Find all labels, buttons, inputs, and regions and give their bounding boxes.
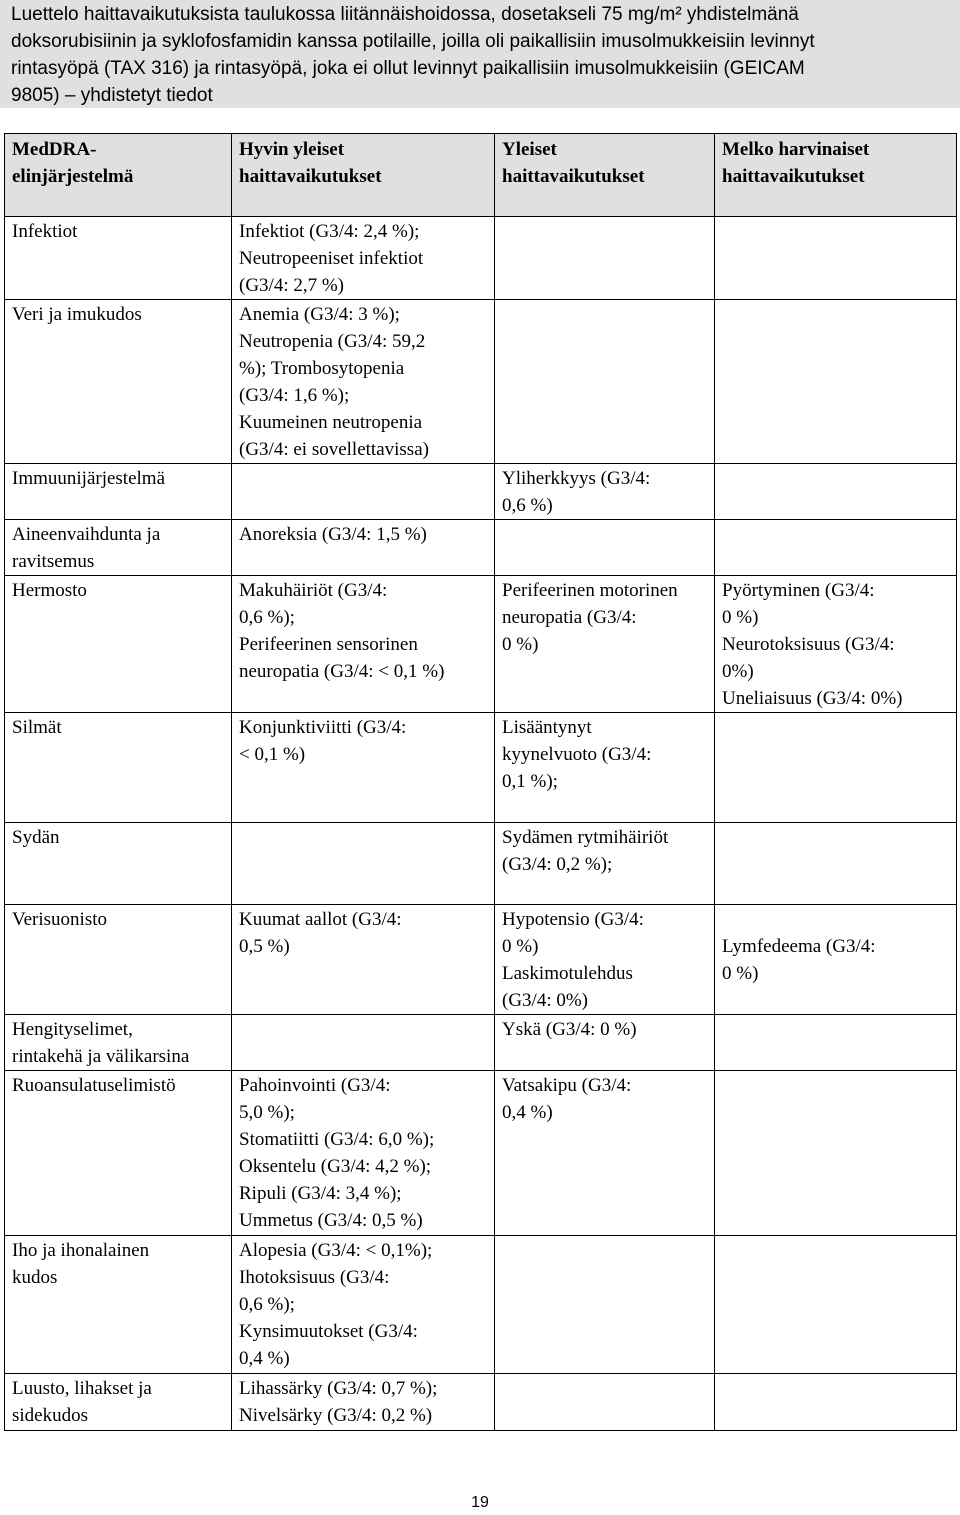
cell-line: 0 %) (502, 936, 539, 957)
cell-line: Perifeerinen sensorinen (239, 634, 418, 655)
common-cell (495, 1374, 715, 1431)
cell-line: Stomatiitti (G3/4: 6,0 %); (239, 1129, 435, 1150)
very-common-cell (232, 520, 495, 576)
table-row (5, 823, 957, 905)
cell-line: Konjunktiviitti (G3/4: (239, 717, 407, 738)
cell-line: Lihassärky (G3/4: 0,7 %); (239, 1378, 438, 1399)
cell-line: Silmät (12, 717, 62, 738)
page-number: 19 (471, 1494, 489, 1511)
very-common-cell (232, 1015, 495, 1071)
organ-class-cell (5, 576, 232, 713)
header-line: Melko harvinaiset (722, 139, 870, 160)
table-row (5, 1071, 957, 1236)
header-line: haittavaikutukset (502, 166, 645, 187)
cell-line: Hengityselimet, (12, 1019, 133, 1040)
uncommon-cell (715, 217, 957, 300)
cell-line: Iho ja ihonalainen (12, 1240, 150, 1261)
common-cell (495, 520, 715, 576)
table-header-row (5, 134, 957, 217)
organ-class-cell (5, 1374, 232, 1431)
header-uncommon (715, 134, 957, 217)
cell-line: Ihotoksisuus (G3/4: (239, 1267, 390, 1288)
cell-line: (G3/4: ei sovellettavissa) (239, 439, 429, 460)
cell-line: (G3/4: 0,2 %); (502, 854, 613, 875)
common-cell (495, 713, 715, 823)
cell-line: Veri ja imukudos (12, 304, 142, 325)
very-common-cell (232, 823, 495, 905)
common-cell (495, 905, 715, 1015)
cell-line: Immuunijärjestelmä (12, 468, 166, 489)
caption-line: Luettelo haittavaikutuksista taulukossa liitännäishoidossa, dosetakseli 75 mg/m² yhdistelmänä (11, 4, 799, 25)
uncommon-cell (715, 713, 957, 823)
cell-line: ravitsemus (12, 551, 95, 572)
table-caption (0, 0, 960, 108)
very-common-cell (232, 713, 495, 823)
cell-line: %); Trombosytopenia (239, 358, 405, 379)
table-row (5, 1236, 957, 1374)
cell-line: Lymfedeema (G3/4: (722, 936, 876, 957)
cell-line: 0 %) (502, 634, 539, 655)
common-cell (495, 1015, 715, 1071)
cell-line: 0,4 %) (239, 1348, 290, 1369)
cell-line: Yskä (G3/4: 0 %) (502, 1019, 637, 1040)
header-line: Hyvin yleiset (239, 139, 345, 160)
cell-line: 0,6 %) (502, 495, 553, 516)
uncommon-cell (715, 1015, 957, 1071)
cell-line: neuropatia (G3/4: (502, 607, 637, 628)
organ-class-cell (5, 823, 232, 905)
cell-line: 0,5 %) (239, 936, 290, 957)
cell-line: Hermosto (12, 580, 87, 601)
header-line: elinjärjestelmä (12, 166, 134, 187)
cell-line: Verisuonisto (12, 909, 107, 930)
table-row (5, 1374, 957, 1431)
common-cell (495, 217, 715, 300)
cell-line: Sydän (12, 827, 60, 848)
common-cell (495, 464, 715, 520)
cell-line: Aineenvaihdunta ja (12, 524, 161, 545)
cell-line: (G3/4: 0%) (502, 990, 589, 1011)
uncommon-cell (715, 576, 957, 713)
cell-line: Neurotoksisuus (G3/4: (722, 634, 895, 655)
cell-line: Oksentelu (G3/4: 4,2 %); (239, 1156, 432, 1177)
cell-line: 0,1 %); (502, 771, 558, 792)
cell-line: Uneliaisuus (G3/4: 0%) (722, 688, 903, 709)
cell-line: Nivelsärky (G3/4: 0,2 %) (239, 1405, 433, 1426)
cell-line: 0%) (722, 661, 754, 682)
uncommon-cell (715, 823, 957, 905)
cell-line: Luusto, lihakset ja (12, 1378, 152, 1399)
cell-line: kyynelvuoto (G3/4: (502, 744, 652, 765)
table-row (5, 520, 957, 576)
table-row (5, 217, 957, 300)
common-cell (495, 300, 715, 464)
cell-line: Infektiot (G3/4: 2,4 %); (239, 221, 420, 242)
cell-line: 0,6 %); (239, 1294, 295, 1315)
table-row (5, 713, 957, 823)
cell-line: Sydämen rytmihäiriöt (502, 827, 669, 848)
header-very-common (232, 134, 495, 217)
header-line: haittavaikutukset (722, 166, 865, 187)
cell-line: Infektiot (12, 221, 78, 242)
cell-line: Neutropenia (G3/4: 59,2 (239, 331, 426, 352)
uncommon-cell (715, 905, 957, 1015)
organ-class-cell (5, 1236, 232, 1374)
caption-line: 9805) – yhdistetyt tiedot (11, 85, 213, 106)
cell-line: (G3/4: 2,7 %) (239, 275, 345, 296)
uncommon-cell (715, 1071, 957, 1236)
cell-line: Lisääntynyt (502, 717, 592, 738)
cell-line: (G3/4: 1,6 %); (239, 385, 350, 406)
caption-line: rintasyöpä (TAX 316) ja rintasyöpä, joka ei ollut levinnyt paikallisiin imusolmukkeisiin (GEICAM (11, 58, 805, 79)
cell-line: kudos (12, 1267, 58, 1288)
cell-line: Laskimotulehdus (502, 963, 633, 984)
cell-line: Kuumeinen neutropenia (239, 412, 423, 433)
adverse-reactions-table (4, 133, 957, 1431)
very-common-cell (232, 217, 495, 300)
organ-class-cell (5, 1071, 232, 1236)
cell-line: 0 %) (722, 963, 759, 984)
cell-line: Ripuli (G3/4: 3,4 %); (239, 1183, 402, 1204)
table-row (5, 300, 957, 464)
table-row (5, 1015, 957, 1071)
cell-line: Hypotensio (G3/4: (502, 909, 644, 930)
cell-line: Pahoinvointi (G3/4: (239, 1075, 391, 1096)
organ-class-cell (5, 217, 232, 300)
header-common (495, 134, 715, 217)
organ-class-cell (5, 520, 232, 576)
uncommon-cell (715, 1236, 957, 1374)
very-common-cell (232, 1071, 495, 1236)
cell-line: 0,4 %) (502, 1102, 553, 1123)
cell-line: Anoreksia (G3/4: 1,5 %) (239, 524, 427, 545)
organ-class-cell (5, 464, 232, 520)
very-common-cell (232, 905, 495, 1015)
header-line: haittavaikutukset (239, 166, 382, 187)
cell-line: Ruoansulatuselimistö (12, 1075, 176, 1096)
table-row (5, 464, 957, 520)
common-cell (495, 1071, 715, 1236)
organ-class-cell (5, 713, 232, 823)
cell-line: rintakehä ja välikarsina (12, 1046, 190, 1067)
common-cell (495, 823, 715, 905)
cell-line: Ummetus (G3/4: 0,5 %) (239, 1210, 423, 1231)
caption-line: doksorubisiinin ja syklofosfamidin kanssa potilaille, joilla oli paikallisiin imusolmukkeisiin levinnyt (11, 31, 815, 52)
cell-line: Makuhäiriöt (G3/4: (239, 580, 388, 601)
cell-line: Anemia (G3/4: 3 %); (239, 304, 400, 325)
uncommon-cell (715, 300, 957, 464)
cell-line: Kuumat aallot (G3/4: (239, 909, 402, 930)
header-organ-class (5, 134, 232, 217)
cell-line: neuropatia (G3/4: < 0,1 %) (239, 661, 445, 682)
organ-class-cell (5, 300, 232, 464)
cell-line: Yliherkkyys (G3/4: (502, 468, 651, 489)
cell-line (722, 906, 950, 933)
cell-line: sidekudos (12, 1405, 88, 1426)
very-common-cell (232, 300, 495, 464)
table-row (5, 576, 957, 713)
common-cell (495, 1236, 715, 1374)
organ-class-cell (5, 1015, 232, 1071)
very-common-cell (232, 576, 495, 713)
cell-line: 5,0 %); (239, 1102, 295, 1123)
cell-line: Vatsakipu (G3/4: (502, 1075, 632, 1096)
header-line: Yleiset (502, 139, 557, 160)
very-common-cell (232, 1236, 495, 1374)
organ-class-cell (5, 905, 232, 1015)
cell-line: Neutropeeniset infektiot (239, 248, 424, 269)
cell-line: Kynsimuutokset (G3/4: (239, 1321, 418, 1342)
table-row (5, 905, 957, 1015)
uncommon-cell (715, 1374, 957, 1431)
cell-line: < 0,1 %) (239, 744, 306, 765)
cell-line: Alopesia (G3/4: < 0,1%); (239, 1240, 433, 1261)
cell-line: 0 %) (722, 607, 759, 628)
uncommon-cell (715, 520, 957, 576)
header-line: MedDRA- (12, 139, 97, 160)
cell-line: 0,6 %); (239, 607, 295, 628)
cell-line: Pyörtyminen (G3/4: (722, 580, 875, 601)
very-common-cell (232, 464, 495, 520)
uncommon-cell (715, 464, 957, 520)
very-common-cell (232, 1374, 495, 1431)
common-cell (495, 576, 715, 713)
cell-line: Perifeerinen motorinen (502, 580, 678, 601)
